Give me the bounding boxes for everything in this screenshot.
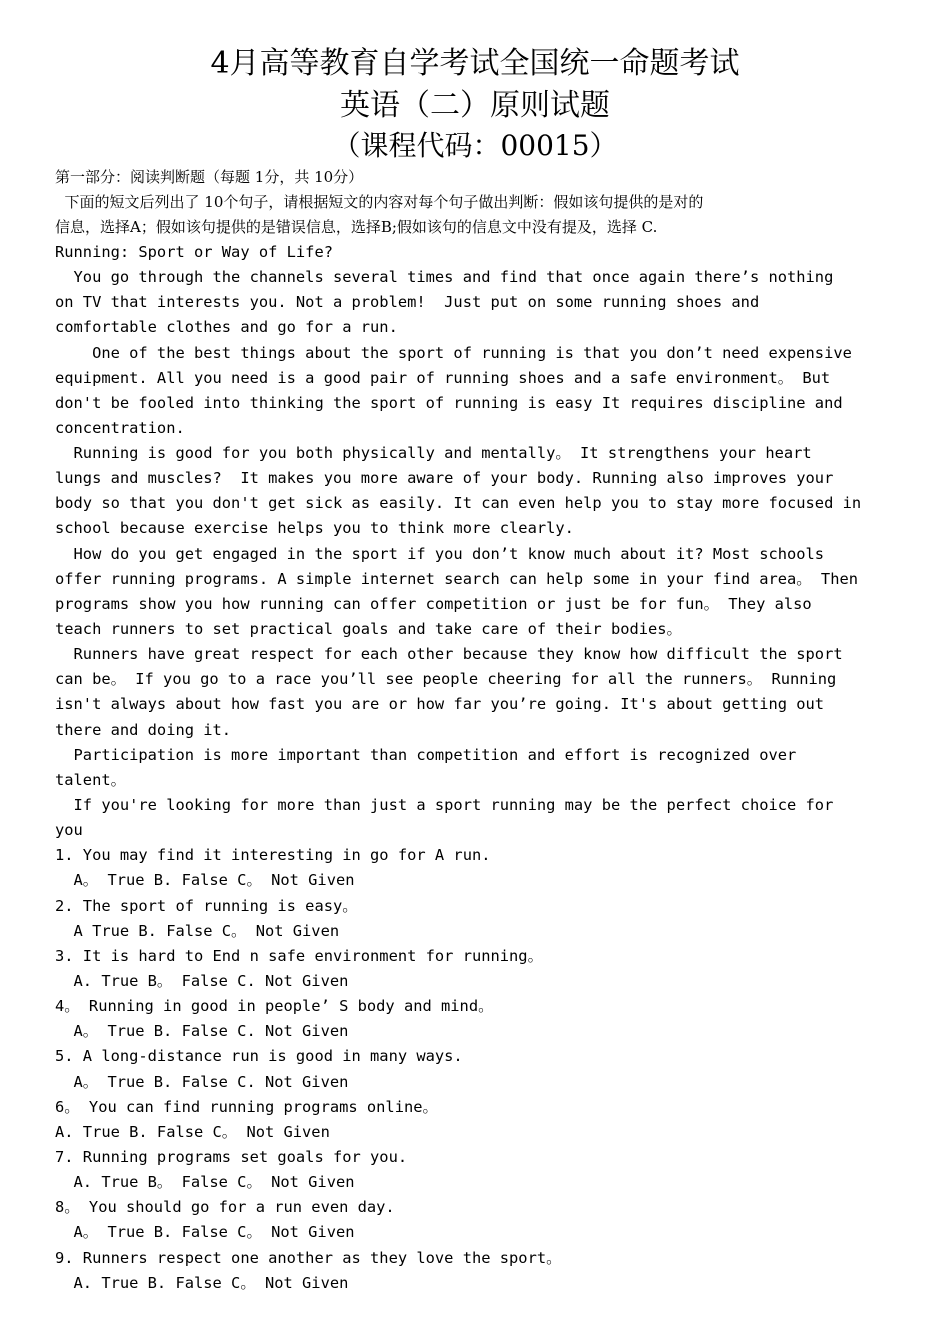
passage-line: How do you get engaged in the sport if you don’t know much about it? Most schools (55, 545, 825, 563)
passage-line: talent。 (55, 771, 126, 789)
passage-line: If you're looking for more than just a sport running may be the perfect choice for (55, 796, 834, 814)
instruction-line-2: 信息，选择A；假如该句提供的是错误信息，选择B;假如该句的信息文中没有提及，选择 C. (55, 218, 658, 236)
question-3: 3. It is hard to End n safe environment for running。 (55, 947, 543, 965)
question-1-options: A。 True B. False C。 Not Given (55, 871, 355, 889)
question-9-options: A. True B. False C。 Not Given (55, 1274, 349, 1292)
question-2-options: A True B. False C。 Not Given (55, 922, 340, 940)
question-1: 1. You may find it interesting in go for A run. (55, 846, 491, 864)
passage-line: You go through the channels several times and find that once again there’s nothing (55, 268, 834, 286)
passage-line: don't be fooled into thinking the sport of running is easy It requires discipline and (55, 394, 843, 412)
exam-title: 4月高等教育自学考试全国统一命题考试 (210, 46, 740, 81)
passage-line: there and doing it. (55, 721, 232, 739)
section-heading: 第一部分：阅读判断题（每题 1分，共 10分） (55, 168, 364, 186)
passage-title: Running: Sport or Way of Life? (55, 243, 333, 261)
passage-line: offer running programs. A simple internet search can help some in your find area。 Then (55, 570, 858, 588)
question-3-options: A. True B。 False C. Not Given (55, 972, 349, 990)
passage-line: programs show you how running can offer competition or just be for fun。 They also (55, 595, 812, 613)
passage-line: on TV that interests you. Not a problem! Just put on some running shoes and (55, 293, 760, 311)
passage-line: concentration. (55, 419, 185, 437)
passage-line: school because exercise helps you to think more clearly. (55, 519, 574, 537)
question-7: 7. Running programs set goals for you. (55, 1148, 408, 1166)
passage-line: equipment. All you need is a good pair of running shoes and a safe environment。 But (55, 369, 831, 387)
passage-line: isn't always about how fast you are or how far you’re going. It's about getting out (55, 695, 825, 713)
question-4-options: A。 True B. False C. Not Given (55, 1022, 349, 1040)
passage-line: lungs and muscles? It makes you more aware of your body. Running also improves your (55, 469, 834, 487)
question-5-options: A。 True B. False C. Not Given (55, 1073, 349, 1091)
passage-line: can be。 If you go to a race you’ll see people cheering for all the runners。 Running (55, 670, 837, 688)
question-8: 8。 You should go for a run even day. (55, 1198, 395, 1216)
passage-line: One of the best things about the sport of running is that you don’t need expensive (55, 344, 852, 362)
question-6-options: A. True B. False C。 Not Given (55, 1123, 330, 1141)
question-2: 2. The sport of running is easy。 (55, 897, 358, 915)
course-code: （课程代码：00015） (332, 129, 618, 162)
passage-line: Runners have great respect for each other because they know how difficult the sport (55, 645, 843, 663)
passage-line: teach runners to set practical goals and take care of their bodies。 (55, 620, 682, 638)
passage-line: you (55, 821, 83, 839)
question-5: 5. A long-distance run is good in many ways. (55, 1047, 463, 1065)
instruction-line-1: 下面的短文后列出了 10个句子，请根据短文的内容对每个句子做出判断：假如该句提供的是对的 (55, 193, 704, 211)
question-7-options: A. True B。 False C。 Not Given (55, 1173, 355, 1191)
question-8-options: A。 True B. False C。 Not Given (55, 1223, 355, 1241)
question-6: 6。 You can find running programs online。 (55, 1098, 438, 1116)
passage-line: Running is good for you both physically and mentally。 It strengthens your heart (55, 444, 812, 462)
passage-line: comfortable clothes and go for a run. (55, 318, 398, 336)
exam-subtitle: 英语（二）原则试题 (340, 88, 610, 123)
passage-line: Participation is more important than competition and effort is recognized over (55, 746, 797, 764)
passage-line: body so that you don't get sick as easily. It can even help you to stay more focused in (55, 494, 862, 512)
question-9: 9. Runners respect one another as they love the sport。 (55, 1249, 562, 1267)
question-4: 4。 Running in good in people’ S body and mind。 (55, 997, 494, 1015)
